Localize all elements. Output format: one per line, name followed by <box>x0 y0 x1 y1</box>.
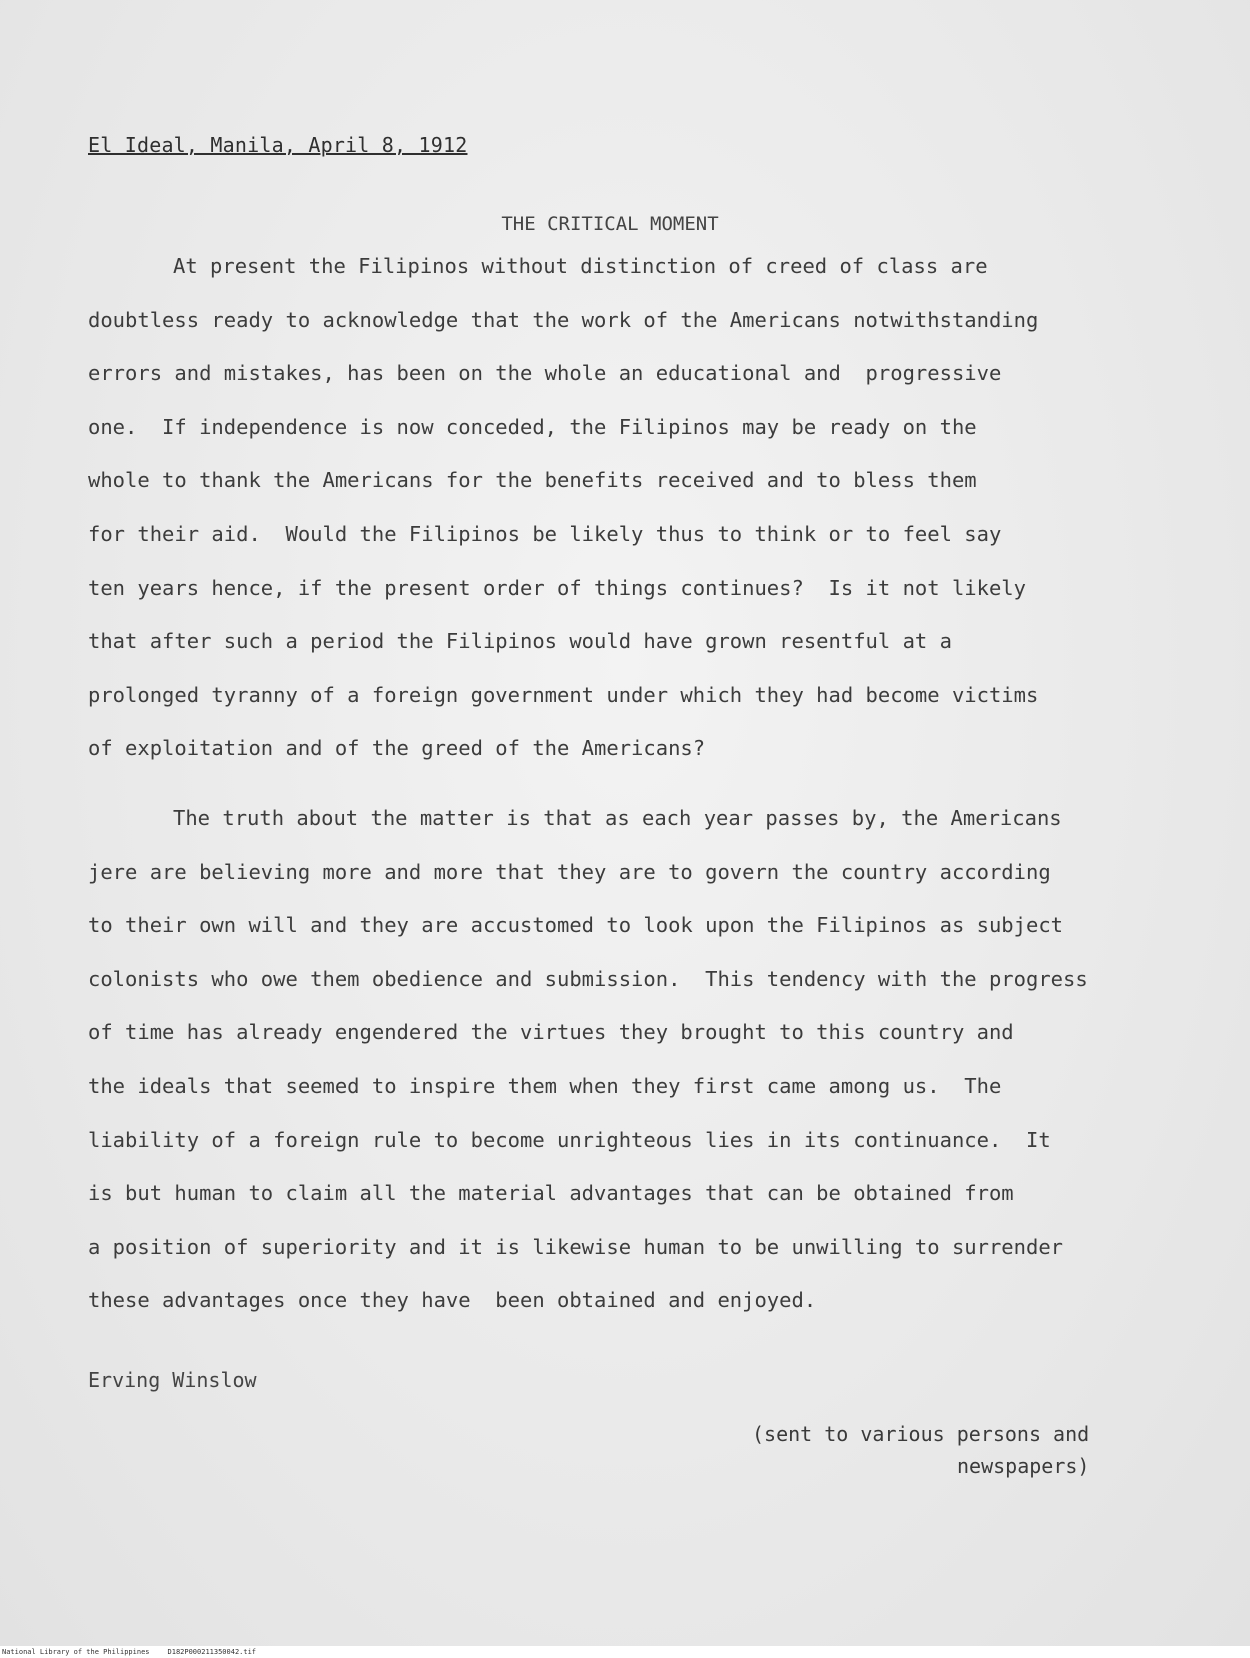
paragraph-line: whole to thank the Americans for the benefits received and to bless them <box>88 468 977 493</box>
scan-footer <box>0 1646 1250 1658</box>
note-line-2: newspapers) <box>957 1454 1090 1478</box>
paragraph-line: of exploitation and of the greed of the Americans? <box>88 736 706 761</box>
paragraph-line: one. If independence is now conceded, the Filipinos may be ready on the <box>88 414 977 439</box>
note-line-1: (sent to various persons and <box>752 1422 1090 1446</box>
paragraph-line: a position of superiority and it is likewise human to be unwilling to surrender <box>88 1234 1064 1259</box>
paragraph-line: jere are believing more and more that they are to govern the country according <box>88 859 1051 884</box>
paragraph-line: that after such a period the Filipinos would have grown resentful at a <box>88 629 952 654</box>
paragraph-line: prolonged tyranny of a foreign government under which they had become victims <box>88 682 1039 707</box>
paragraph-line: errors and mistakes, has been on the whole an educational and progressive <box>88 361 1002 386</box>
paragraph-line: is but human to claim all the material advantages that can be obtained from <box>88 1181 1014 1206</box>
distribution-note <box>752 1418 1089 1482</box>
paragraph-line: ten years hence, if the present order of things continues? Is it not likely <box>88 575 1026 600</box>
signature: Erving Winslow <box>88 1368 257 1392</box>
paragraph-line: of time has already engendered the virtues they brought to this country and <box>88 1020 1014 1045</box>
paragraph-1 <box>88 240 1223 776</box>
file-id: D182P000211350042.tif <box>167 1648 257 1656</box>
paragraph-line: At present the Filipinos without distinction of creed of class are <box>173 254 988 278</box>
paragraph-line: for their aid. Would the Filipinos be likely thus to think or to feel say <box>88 521 1002 546</box>
paragraph-line: the ideals that seemed to inspire them when they first came among us. The <box>88 1073 1002 1098</box>
paragraph-line: colonists who owe them obedience and submission. This tendency with the progress <box>88 966 1088 991</box>
paragraph-line: to their own will and they are accustomed to look upon the Filipinos as subject <box>88 913 1064 938</box>
paragraph-line: these advantages once they have been obtained and enjoyed. <box>88 1288 817 1313</box>
source-line: El Ideal, Manila, April 8, 1912 <box>88 133 468 157</box>
paragraph-line: liability of a foreign rule to become unrighteous lies in its continuance. It <box>88 1127 1051 1152</box>
library-credit: National Library of the Philippines <box>2 1648 150 1656</box>
paragraph-line: The truth about the matter is that as each year passes by, the Americans <box>173 806 1062 830</box>
paragraph-line: doubtless ready to acknowledge that the work of the Americans notwithstanding <box>88 307 1039 332</box>
paragraph-2 <box>88 792 1223 1328</box>
article-title: THE CRITICAL MOMENT <box>501 213 719 235</box>
